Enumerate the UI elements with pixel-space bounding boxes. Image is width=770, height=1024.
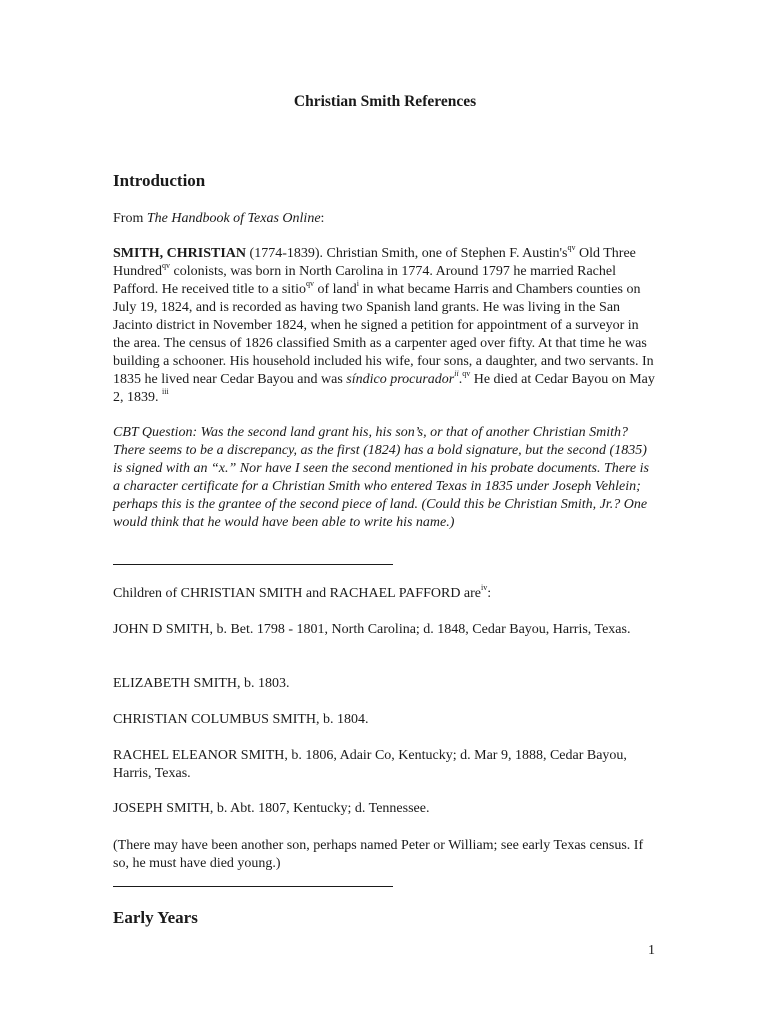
section-divider (113, 886, 393, 887)
source-prefix: From (113, 211, 147, 226)
biography-term: síndico procurador (346, 372, 455, 387)
child-entry: ELIZABETH SMITH, b. 1803. (113, 676, 290, 691)
children-intro-text: Children of CHRISTIAN SMITH and RACHAEL PAFFORD are (113, 586, 482, 601)
biography-text: . (458, 372, 463, 387)
qv-marker: qv (567, 243, 576, 253)
qv-marker: qv (305, 279, 314, 289)
biography-text: of land (313, 282, 357, 297)
source-suffix: : (320, 211, 325, 226)
children-intro-end: : (487, 586, 492, 601)
children-intro (113, 585, 658, 603)
biography-text: colonists, was born in North Carolina in 1774. Around 1797 he married Rachel Pafford. He received title to a sitio (113, 264, 616, 297)
endnote-marker: iii (162, 387, 169, 397)
biography-text: in what became Harris and Chambers counties on July 19, 1824, and is recorded as having two Spanish land grants. He was living in the San Jacinto district in November 1824, when he signed a petition for appointment of a surveyor in the area. The census of 1826 classified Smith as a carpenter aged over fifty. At that time he was building a schooner. His household included his wife, four sons, a daughter, and two servants. In 1835 he lived near Cedar Bayou and was (113, 282, 654, 387)
child-entry: CHRISTIAN COLUMBUS SMITH, b. 1804. (113, 712, 369, 727)
cbt-question: CBT Question: Was the second land grant his, his son’s, or that of another Christian Smith? There seems to be a discrepancy, as the first (1824) has a bold signature, but the second (1835) is signed with an “x.” Nor have I seen the second mentioned in his probate documents. There is a character certificate for a Christian Smith who entered Texas in 1835 under Joseph Vehlein; perhaps this is the grantee of the second piece of land. (Could this be Christian Smith, Jr.? One would think that he would have been able to write his name.) (113, 425, 649, 530)
qv-marker: qv (162, 261, 170, 271)
introduction-heading: Introduction (113, 171, 206, 190)
section-divider (113, 564, 393, 565)
biography-paragraph (113, 245, 658, 407)
child-entry: JOSEPH SMITH, b. Abt. 1807, Kentucky; d. Tennessee. (113, 801, 430, 816)
early-years-heading: Early Years (113, 908, 198, 927)
biography-text: (1774-1839). Christian Smith, one of Stephen F. Austin's (246, 246, 568, 261)
source-work-title: The Handbook of Texas Online (146, 211, 321, 226)
children-note: (There may have been another son, perhaps named Peter or William; see early Texas census. If so, he must have died young.) (113, 838, 644, 871)
endnote-marker: i (356, 279, 359, 289)
page-title: Christian Smith References (293, 93, 477, 110)
biography-name: SMITH, CHRISTIAN (113, 246, 247, 261)
endnote-marker: ii (454, 369, 459, 379)
child-entry: JOHN D SMITH, b. Bet. 1798 - 1801, North Carolina; d. 1848, Cedar Bayou, Harris, Texas. (113, 622, 631, 637)
page-number: 1 (648, 943, 655, 958)
qv-marker: qv (462, 369, 471, 379)
child-entry: RACHEL ELEANOR SMITH, b. 1806, Adair Co, Kentucky; d. Mar 9, 1888, Cedar Bayou, Harris, Texas. (113, 748, 627, 781)
biography-text: He died at Cedar Bayou on May 2, 1839. (113, 372, 655, 405)
source-line (113, 210, 658, 228)
biography-text: Old Three Hundred (113, 246, 636, 279)
endnote-marker: iv (481, 583, 488, 593)
